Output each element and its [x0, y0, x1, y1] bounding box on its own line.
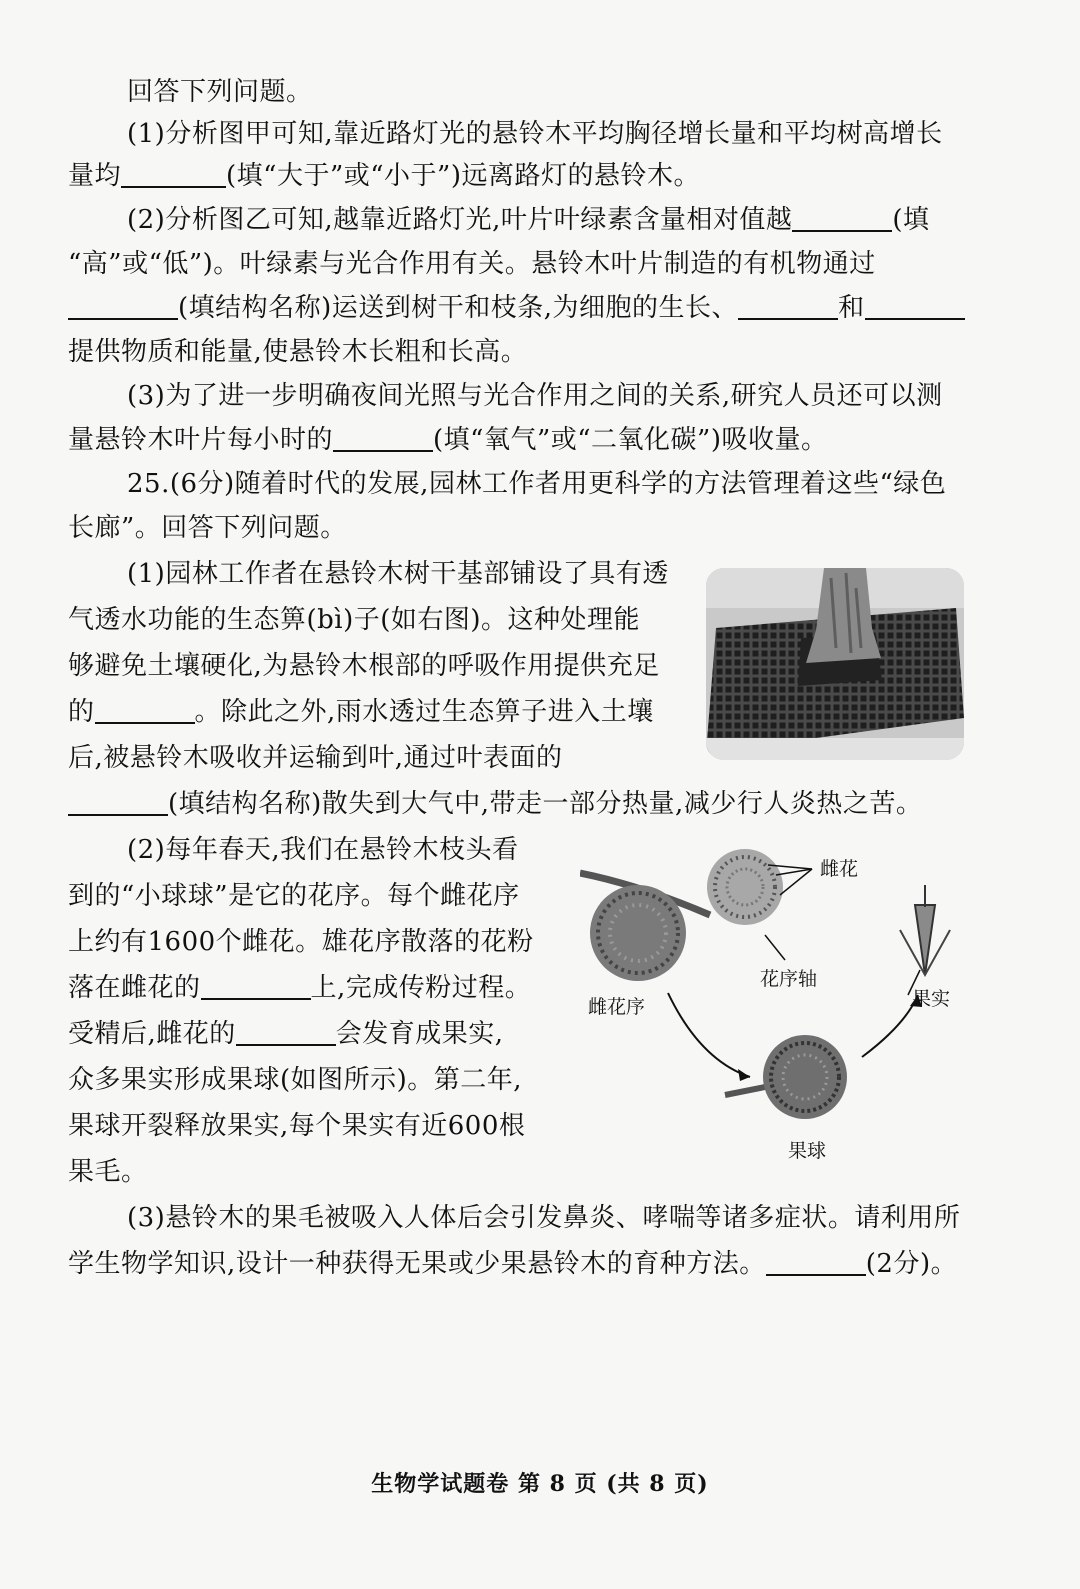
text-line: 量均 (填“大于”或“小于”)远离路灯的悬铃木。: [68, 161, 700, 191]
answer-blank[interactable]: [68, 292, 178, 320]
answer-blank[interactable]: [95, 696, 195, 724]
text-line: (1)分析图甲可知,靠近路灯光的悬铃木平均胸径增长量和平均树高增长: [127, 119, 943, 149]
text-line: 果毛。: [68, 1157, 148, 1187]
text-line: 果球开裂释放果实,每个果实有近600根: [68, 1111, 526, 1141]
question-25-heading: 25.(6分)随着时代的发展,园林工作者用更科学的方法管理着这些“绿色: [127, 469, 947, 499]
label-female-inflorescence: 雌花序: [588, 996, 646, 1018]
label-fruit: 果实: [912, 988, 951, 1010]
text-line: “高”或“低”)。叶绿素与光合作用有关。悬铃木叶片制造的有机物通过: [68, 249, 876, 279]
text-line: (2)分析图乙可知,越靠近路灯光,叶片叶绿素含量相对值越 (填: [127, 205, 930, 235]
text-line: (3)为了进一步明确夜间光照与光合作用之间的关系,研究人员还可以测: [127, 381, 943, 411]
text-line: 提供物质和能量,使悬铃木长粗和长高。: [68, 337, 528, 367]
text-line: (1)园林工作者在悬铃木树干基部铺设了具有透: [127, 559, 669, 589]
answer-blank[interactable]: [68, 788, 168, 816]
label-fruit-ball: 果球: [788, 1140, 827, 1162]
text-line: 受精后,雌花的 会发育成果实,: [68, 1019, 504, 1049]
fruit-icon: [915, 905, 935, 975]
page-footer: 生物学试题卷 第 8 页 (共 8 页): [371, 1471, 709, 1497]
text-line: 气透水功能的生态箅(bì)子(如右图)。这种处理能: [68, 605, 641, 635]
tree-grate-illustration: [706, 568, 964, 760]
answer-blank[interactable]: [766, 1248, 866, 1276]
text-line: (2)每年春天,我们在悬铃木枝头看: [127, 835, 519, 865]
female-flower-ball-icon: [707, 849, 783, 925]
label-female-flower: 雌花: [820, 858, 859, 880]
text-line: 的 。除此之外,雨水透过生态箅子进入土壤: [68, 697, 654, 727]
text-line: 落在雌花的 上,完成传粉过程。: [68, 973, 532, 1003]
text-line: 后,被悬铃木吸收并运输到叶,通过叶表面的: [68, 743, 563, 773]
text-line: 回答下列问题。: [127, 77, 313, 107]
text-line: 众多果实形成果球(如图所示)。第二年,: [68, 1065, 523, 1095]
inflorescence-ball-icon: [590, 885, 686, 981]
label-inflorescence-axis: 花序轴: [760, 968, 818, 990]
text-line: 到的“小球球”是它的花序。每个雌花序: [68, 881, 520, 911]
answer-blank[interactable]: [865, 292, 965, 320]
text-line: (3)悬铃木的果毛被吸入人体后会引发鼻炎、哮喘等诸多症状。请利用所: [127, 1203, 961, 1233]
text-line: 长廊”。回答下列问题。: [68, 513, 347, 543]
answer-blank[interactable]: [333, 424, 433, 452]
fruit-ball-icon: [763, 1035, 847, 1119]
answer-blank[interactable]: [121, 160, 226, 188]
tree-grate-photo: [706, 568, 964, 760]
answer-blank[interactable]: [738, 292, 838, 320]
answer-blank[interactable]: [236, 1018, 336, 1046]
text-line: (填结构名称)运送到树干和枝条,为细胞的生长、 和: [68, 290, 965, 326]
text-line: 够避免土壤硬化,为悬铃木根部的呼吸作用提供充足: [68, 651, 660, 681]
text-line: 量悬铃木叶片每小时的 (填“氧气”或“二氧化碳”)吸收量。: [68, 425, 828, 455]
text-line: (填结构名称)散失到大气中,带走一部分热量,减少行人炎热之苦。: [68, 786, 922, 822]
answer-blank[interactable]: [792, 204, 892, 232]
text-line: 上约有1600个雌花。雄花序散落的花粉: [68, 927, 534, 957]
plane-tree-figure: [580, 845, 980, 1175]
flower-fruit-diagram: [580, 845, 980, 1175]
answer-blank[interactable]: [201, 972, 311, 1000]
text-line: 学生物学知识,设计一种获得无果或少果悬铃木的育种方法。 (2分)。: [68, 1249, 958, 1279]
